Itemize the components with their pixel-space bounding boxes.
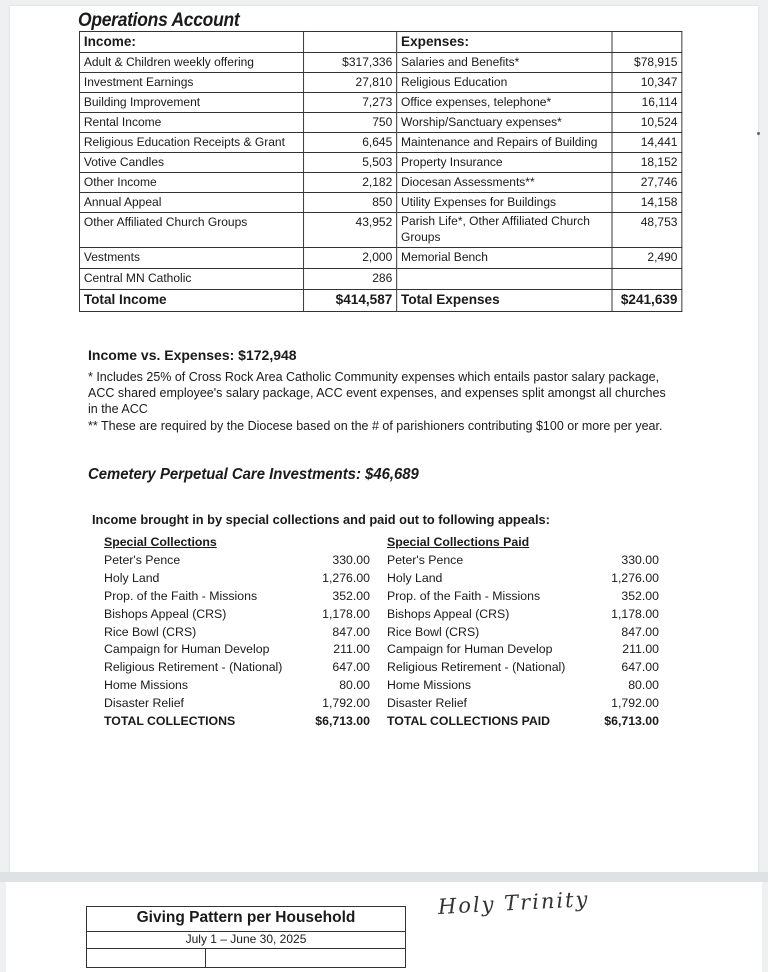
list-item (387, 588, 659, 606)
paid-name: Peter's Pence (387, 552, 464, 567)
expense-label: Diocesan Assessments** (397, 173, 612, 193)
paid-name: Bishops Appeal (CRS) (387, 606, 510, 621)
page-title: Operations Account (78, 10, 240, 31)
paid-amount: 647.00 (621, 660, 659, 675)
list-item (387, 695, 659, 713)
paid-total-amount: $6,713.00 (604, 714, 659, 729)
expense-label: Parish Life*, Other Affiliated Church Groups (397, 213, 612, 248)
total-expenses-value: $241,639 (612, 290, 682, 312)
income-value: 5,503 (304, 153, 397, 173)
income-label: Adult & Children weekly offering (79, 53, 303, 73)
collection-amount: 211.00 (333, 642, 370, 657)
handwritten-note: Holy Trinity (437, 887, 590, 919)
paid-amount: 80.00 (628, 678, 659, 693)
income-label: Rental Income (79, 113, 303, 133)
special-collections-list (104, 534, 370, 731)
collections-intro: Income brought in by special collections and paid out to following appeals: (92, 512, 550, 527)
table-row (79, 193, 681, 213)
expense-value: 10,524 (612, 113, 682, 133)
total-expenses-label: Total Expenses (397, 290, 612, 312)
collections-total-label: TOTAL COLLECTIONS (104, 714, 236, 729)
income-value: 43,952 (304, 213, 397, 248)
expense-value (612, 269, 682, 290)
collection-amount: 1,178.00 (322, 606, 370, 621)
paid-name: Disaster Relief (387, 696, 467, 711)
expense-value: 14,441 (612, 133, 682, 153)
expense-value: 18,152 (612, 153, 682, 173)
list-item (387, 552, 659, 570)
expense-value: 48,753 (612, 213, 682, 248)
paid-amount: 211.00 (622, 642, 659, 657)
collection-name: Home Missions (104, 678, 189, 693)
income-value: 750 (304, 113, 397, 133)
list-item (104, 695, 370, 713)
expenses-header: Expenses: (397, 32, 612, 53)
table-row (79, 133, 681, 153)
income-label: Other Income (79, 173, 303, 193)
list-item (104, 588, 370, 606)
special-collections-header: Special Collections (104, 535, 217, 549)
expense-label: Office expenses, telephone* (397, 93, 612, 113)
income-value: $317,336 (304, 53, 397, 73)
income-value: 850 (304, 193, 397, 213)
list-item (104, 570, 370, 588)
expense-label: Salaries and Benefits* (397, 53, 612, 73)
collection-name: Prop. of the Faith - Missions (104, 588, 258, 603)
giving-pattern-title: Giving Pattern per Household (136, 909, 356, 926)
paid-name: Religious Retirement - (National) (387, 660, 566, 675)
collections-total-row (104, 713, 370, 731)
income-value: 27,810 (304, 73, 397, 93)
income-value: 6,645 (304, 133, 397, 153)
income-value: 286 (304, 269, 397, 290)
list-item (104, 624, 370, 642)
divider (205, 948, 206, 968)
list-item (104, 659, 370, 677)
paid-name: Campaign for Human Develop (387, 642, 553, 657)
expense-value: 10,347 (612, 73, 682, 93)
collection-amount: 352.00 (332, 588, 370, 603)
paid-amount: 330.00 (621, 552, 659, 567)
collection-amount: 647.00 (332, 660, 370, 675)
expense-label: Religious Education (397, 73, 612, 93)
total-income-label: Total Income (79, 290, 303, 312)
list-item (104, 641, 370, 659)
list-item (104, 677, 370, 695)
collection-name: Rice Bowl (CRS) (104, 624, 197, 639)
income-value: 7,273 (304, 93, 397, 113)
collection-name: Bishops Appeal (CRS) (104, 606, 227, 621)
collection-amount: 80.00 (339, 678, 370, 693)
page-gap (0, 872, 768, 882)
collection-amount: 847.00 (332, 624, 370, 639)
expense-value: 14,158 (612, 193, 682, 213)
collection-name: Peter's Pence (104, 552, 181, 567)
cemetery-investments: Cemetery Perpetual Care Investments: $46,689 (88, 466, 419, 483)
footnotes (88, 369, 678, 434)
collection-name: Holy Land (104, 570, 160, 585)
divider (87, 948, 405, 949)
table-row (79, 173, 681, 193)
paid-amount: 1,276.00 (611, 570, 659, 585)
expense-label: Worship/Sanctuary expenses* (397, 113, 612, 133)
expense-value: 16,114 (612, 93, 682, 113)
paid-name: Home Missions (387, 678, 472, 693)
paid-amount: 352.00 (621, 588, 659, 603)
collection-amount: 330.00 (332, 552, 370, 567)
list-item (387, 624, 659, 642)
giving-pattern-period: July 1 – June 30, 2025 (185, 932, 307, 946)
list-item (104, 552, 370, 570)
expense-label: Property Insurance (397, 153, 612, 173)
paid-name: Prop. of the Faith - Missions (387, 588, 541, 603)
income-label: Religious Education Receipts & Grant (79, 133, 303, 153)
expense-value: 2,490 (612, 248, 682, 269)
income-label: Vestments (79, 248, 303, 269)
collection-name: Religious Retirement - (National) (104, 660, 283, 675)
table-row (79, 113, 681, 133)
collections-total-amount: $6,713.00 (315, 714, 370, 729)
special-collections-paid-list (387, 534, 659, 731)
list-item (387, 659, 659, 677)
total-income-value: $414,587 (304, 290, 397, 312)
expense-value: $78,915 (612, 53, 682, 73)
table-row (79, 93, 681, 113)
table-row (79, 269, 681, 290)
footnote-1: * Includes 25% of Cross Rock Area Catholic Community expenses which entails pastor salary package, ACC shared employee's salary package, ACC event expenses, and expenses split amongst all churches in the ACC (88, 370, 666, 416)
income-value: 2,000 (304, 248, 397, 269)
table-row (79, 213, 681, 248)
expense-label: Utility Expenses for Buildings (397, 193, 612, 213)
expense-value: 27,746 (612, 173, 682, 193)
list-item (104, 606, 370, 624)
table-row (79, 248, 681, 269)
expense-label: Maintenance and Repairs of Building (397, 133, 612, 153)
scan-speck (757, 132, 760, 135)
list-item (387, 606, 659, 624)
totals-row (79, 290, 681, 312)
income-label: Central MN Catholic (79, 269, 303, 290)
income-label: Other Affiliated Church Groups (79, 213, 303, 248)
table-row (79, 73, 681, 93)
collection-amount: 1,276.00 (322, 570, 370, 585)
table-header-row (79, 32, 681, 53)
paid-name: Rice Bowl (CRS) (387, 624, 480, 639)
income-label: Annual Appeal (79, 193, 303, 213)
list-item (387, 641, 659, 659)
paid-total-label: TOTAL COLLECTIONS PAID (387, 714, 551, 729)
expense-label: Memorial Bench (397, 248, 612, 269)
paid-amount: 1,178.00 (611, 606, 659, 621)
collection-name: Disaster Relief (104, 696, 184, 711)
list-item (387, 677, 659, 695)
paid-amount: 847.00 (621, 624, 659, 639)
collection-amount: 1,792.00 (322, 696, 370, 711)
table-row (79, 53, 681, 73)
expense-value-header (612, 32, 682, 53)
special-collections-paid-header: Special Collections Paid (387, 535, 530, 549)
income-label: Building Improvement (79, 93, 303, 113)
income-vs-expenses: Income vs. Expenses: $172,948 (88, 347, 297, 363)
income-value: 2,182 (304, 173, 397, 193)
income-label: Investment Earnings (79, 73, 303, 93)
paid-amount: 1,792.00 (611, 696, 659, 711)
table-row (79, 153, 681, 173)
income-header: Income: (79, 32, 303, 53)
income-label: Votive Candles (79, 153, 303, 173)
collection-name: Campaign for Human Develop (104, 642, 270, 657)
operations-table (79, 31, 682, 312)
paid-name: Holy Land (387, 570, 443, 585)
expense-label (397, 269, 612, 290)
list-item (387, 570, 659, 588)
income-value-header (304, 32, 397, 53)
paid-total-row (387, 713, 659, 731)
footnote-2: ** These are required by the Diocese based on the # of parishioners contributing $100 or more per year. (88, 419, 663, 433)
